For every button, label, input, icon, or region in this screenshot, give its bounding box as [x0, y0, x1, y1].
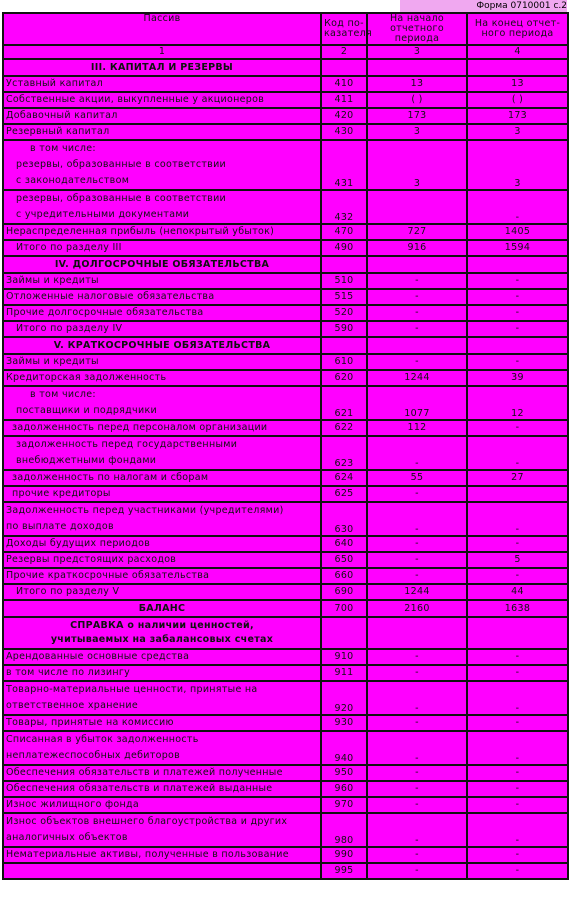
header-row: [3, 13, 568, 45]
row-name: Итого по разделу V: [3, 584, 321, 600]
row-name: Уставный капитал: [3, 76, 321, 92]
row-name: Отложенные налоговые обязательства: [3, 289, 321, 305]
row-end-value: 39: [467, 370, 568, 386]
row-start-value: -: [367, 436, 467, 470]
table-row: [3, 797, 568, 813]
table-row: [3, 190, 568, 224]
row-end-value: -: [467, 665, 568, 681]
table-row: [3, 140, 568, 190]
row-code: 630: [321, 502, 367, 536]
row-end-value: -: [467, 536, 568, 552]
row-name: Товары, принятые на комиссию: [3, 715, 321, 731]
row-name: Прочие долгосрочные обязательства: [3, 305, 321, 321]
row-code: 995: [321, 863, 367, 879]
row-name-line: резервы, образованные в соответствии: [16, 159, 227, 170]
table-row: [3, 486, 568, 502]
row-start-value: -: [367, 354, 467, 370]
row-code: 650: [321, 552, 367, 568]
row-name: [3, 140, 321, 190]
row-name: Резервный капитал: [3, 124, 321, 140]
table-row: [3, 863, 568, 879]
empty-cell: [367, 59, 467, 76]
row-code: 620: [321, 370, 367, 386]
form-caption: Форма 0710001 с.2: [400, 0, 567, 12]
table-row: [3, 289, 568, 305]
row-end-value: 12: [467, 386, 568, 420]
section-header-row: [3, 256, 568, 273]
row-name: [3, 502, 321, 536]
row-name: Износ жилищного фонда: [3, 797, 321, 813]
row-end-value: -: [467, 847, 568, 863]
row-name: Кредиторская задолженность: [3, 370, 321, 386]
table-row: [3, 224, 568, 240]
row-start-value: -: [367, 305, 467, 321]
row-name-line: Товарно-материальные ценности, принятые на: [6, 684, 258, 695]
column-number-3: 3: [367, 45, 467, 59]
row-start-value: 2160: [367, 600, 467, 617]
row-start-value: -: [367, 715, 467, 731]
row-end-value: 27: [467, 470, 568, 486]
row-name-line: задолженность перед государственными: [16, 439, 238, 450]
row-start-value: 1244: [367, 370, 467, 386]
row-name: в том числе по лизингу: [3, 665, 321, 681]
section-header-row: [3, 337, 568, 354]
column-number-row: [3, 45, 568, 59]
row-name-line: поставщики и подрядчики: [16, 405, 157, 416]
row-code: 930: [321, 715, 367, 731]
row-code: 660: [321, 568, 367, 584]
row-name: Нераспределенная прибыль (непокрытый убыток): [3, 224, 321, 240]
section-header-row: [3, 59, 568, 76]
note-title-line: СПРАВКА о наличии ценностей,: [70, 620, 254, 631]
row-end-value: 1638: [467, 600, 568, 617]
row-name: Итого по разделу III: [3, 240, 321, 256]
row-end-value: -: [467, 354, 568, 370]
row-code: 910: [321, 649, 367, 665]
row-name: Займы и кредиты: [3, 273, 321, 289]
row-name: задолженность перед персоналом организации: [3, 420, 321, 436]
row-end-value: 1405: [467, 224, 568, 240]
row-code: 980: [321, 813, 367, 847]
row-name: Резервы предстоящих расходов: [3, 552, 321, 568]
row-end-value: -: [467, 568, 568, 584]
row-name-line: в том числе:: [30, 143, 96, 154]
table-row: [3, 665, 568, 681]
section-title: IV. ДОЛГОСРОЧНЫЕ ОБЯЗАТЕЛЬСТВА: [3, 256, 321, 273]
row-name: Итого по разделу IV: [3, 321, 321, 337]
row-end-value: 13: [467, 76, 568, 92]
row-end-value: -: [467, 797, 568, 813]
row-name-line: Задолженность перед участниками (учредителями): [6, 505, 284, 516]
row-code: 990: [321, 847, 367, 863]
row-start-value: -: [367, 847, 467, 863]
row-name: Добавочный капитал: [3, 108, 321, 124]
row-start-value: -: [367, 552, 467, 568]
row-name-line: резервы, образованные в соответствии: [16, 193, 227, 204]
table-row: [3, 92, 568, 108]
header-col-start: На начало отчетного периода: [367, 13, 467, 45]
row-code: 430: [321, 124, 367, 140]
row-start-value: -: [367, 665, 467, 681]
table-row: [3, 370, 568, 386]
note-title-line: учитываемых на забалансовых счетах: [50, 634, 274, 645]
table-row: [3, 584, 568, 600]
row-code: 640: [321, 536, 367, 552]
empty-cell: [367, 617, 467, 649]
table-row: [3, 240, 568, 256]
table-row: [3, 470, 568, 486]
row-start-value: 13: [367, 76, 467, 92]
table-row: [3, 420, 568, 436]
table-row: [3, 552, 568, 568]
table-row: [3, 273, 568, 289]
row-code: 490: [321, 240, 367, 256]
row-start-value: -: [367, 813, 467, 847]
row-end-value: -: [467, 436, 568, 470]
row-code: 624: [321, 470, 367, 486]
row-name: [3, 863, 321, 879]
row-code: 940: [321, 731, 367, 765]
empty-cell: [321, 256, 367, 273]
row-start-value: ( ): [367, 92, 467, 108]
balance-total-row: [3, 600, 568, 617]
row-code: 420: [321, 108, 367, 124]
empty-cell: [367, 337, 467, 354]
row-name: Обеспечения обязательств и платежей полученные: [3, 765, 321, 781]
row-code: 432: [321, 190, 367, 224]
row-end-value: [467, 486, 568, 502]
row-start-value: 3: [367, 124, 467, 140]
row-name: Доходы будущих периодов: [3, 536, 321, 552]
empty-cell: [467, 59, 568, 76]
row-start-value: -: [367, 731, 467, 765]
row-start-value: -: [367, 273, 467, 289]
row-start-value: -: [367, 797, 467, 813]
row-code: 911: [321, 665, 367, 681]
row-start-value: 173: [367, 108, 467, 124]
row-end-value: -: [467, 305, 568, 321]
row-end-value: -: [467, 273, 568, 289]
row-name-line: Списанная в убыток задолженность: [6, 734, 199, 745]
column-number-2: 2: [321, 45, 367, 59]
note-title: [3, 617, 321, 649]
empty-cell: [321, 337, 367, 354]
row-name-line: в том числе:: [30, 389, 96, 400]
row-start-value: -: [367, 536, 467, 552]
row-name: задолженность по налогам и сборам: [3, 470, 321, 486]
header-col-end: На конец отчет-ного периода: [467, 13, 568, 45]
table-row: [3, 108, 568, 124]
table-row: [3, 765, 568, 781]
row-end-value: -: [467, 813, 568, 847]
row-end-value: -: [467, 289, 568, 305]
row-end-value: 5: [467, 552, 568, 568]
row-start-value: 55: [367, 470, 467, 486]
row-name-line: внебюджетными фондами: [16, 455, 157, 466]
row-end-value: -: [467, 321, 568, 337]
table-row: [3, 536, 568, 552]
row-code: 590: [321, 321, 367, 337]
row-code: 623: [321, 436, 367, 470]
row-name: [3, 386, 321, 420]
row-name: [3, 190, 321, 224]
column-number-1: 1: [3, 45, 321, 59]
row-name: [3, 436, 321, 470]
table-row: [3, 321, 568, 337]
table-row: [3, 354, 568, 370]
row-code: 970: [321, 797, 367, 813]
row-code: 625: [321, 486, 367, 502]
table-row: [3, 813, 568, 847]
row-start-value: 3: [367, 140, 467, 190]
row-name: Арендованные основные средства: [3, 649, 321, 665]
row-name-line: аналогичных объектов: [6, 832, 128, 843]
row-name: Обеспечения обязательств и платежей выданные: [3, 781, 321, 797]
row-start-value: -: [367, 781, 467, 797]
row-name: [3, 681, 321, 715]
table-row: [3, 847, 568, 863]
row-name: Собственные акции, выкупленные у акционеров: [3, 92, 321, 108]
table-row: [3, 502, 568, 536]
row-end-value: 3: [467, 124, 568, 140]
row-start-value: [367, 190, 467, 224]
row-end-value: 44: [467, 584, 568, 600]
row-code: 520: [321, 305, 367, 321]
row-start-value: -: [367, 289, 467, 305]
row-code: 950: [321, 765, 367, 781]
row-name-line: с законодательством: [16, 175, 130, 186]
row-name: Займы и кредиты: [3, 354, 321, 370]
row-end-value: 3: [467, 140, 568, 190]
row-code: 960: [321, 781, 367, 797]
table-row: [3, 568, 568, 584]
row-end-value: -: [467, 731, 568, 765]
empty-cell: [321, 59, 367, 76]
row-name: [3, 731, 321, 765]
table-row: [3, 781, 568, 797]
header-col-code: Код по-казателя: [321, 13, 367, 45]
row-code: 700: [321, 600, 367, 617]
row-name-line: по выплате доходов: [6, 521, 114, 532]
row-end-value: -: [467, 649, 568, 665]
table-row: [3, 76, 568, 92]
row-end-value: -: [467, 715, 568, 731]
table-row: [3, 436, 568, 470]
row-name-line: Износ объектов внешнего благоустройства и других: [6, 816, 288, 827]
row-end-value: -: [467, 863, 568, 879]
empty-cell: [467, 337, 568, 354]
row-start-value: -: [367, 321, 467, 337]
row-name-line: неплатежеспособных дебиторов: [6, 750, 181, 761]
row-start-value: -: [367, 765, 467, 781]
row-start-value: 916: [367, 240, 467, 256]
table-body: [3, 13, 568, 879]
row-end-value: 1594: [467, 240, 568, 256]
row-start-value: -: [367, 568, 467, 584]
section-title: V. КРАТКОСРОЧНЫЕ ОБЯЗАТЕЛЬСТВА: [3, 337, 321, 354]
row-start-value: -: [367, 681, 467, 715]
row-code: 431: [321, 140, 367, 190]
row-code: 622: [321, 420, 367, 436]
row-start-value: -: [367, 502, 467, 536]
column-number-4: 4: [467, 45, 568, 59]
row-code: 610: [321, 354, 367, 370]
table-row: [3, 305, 568, 321]
row-name: Нематериальные активы, полученные в пользование: [3, 847, 321, 863]
table-row: [3, 731, 568, 765]
balance-sheet-liabilities-table: [2, 12, 569, 880]
empty-cell: [467, 617, 568, 649]
row-code: 410: [321, 76, 367, 92]
table-row: [3, 715, 568, 731]
header-col-name: Пассив: [3, 13, 321, 45]
row-start-value: 1077: [367, 386, 467, 420]
row-end-value: 173: [467, 108, 568, 124]
row-start-value: -: [367, 863, 467, 879]
row-end-value: -: [467, 190, 568, 224]
row-code: 920: [321, 681, 367, 715]
row-code: 621: [321, 386, 367, 420]
row-start-value: -: [367, 486, 467, 502]
row-name: Прочие краткосрочные обязательства: [3, 568, 321, 584]
row-end-value: -: [467, 765, 568, 781]
row-end-value: ( ): [467, 92, 568, 108]
note-header-row: [3, 617, 568, 649]
row-end-value: -: [467, 502, 568, 536]
row-name: БАЛАНС: [3, 600, 321, 617]
row-code: 515: [321, 289, 367, 305]
row-start-value: -: [367, 649, 467, 665]
table-row: [3, 386, 568, 420]
empty-cell: [467, 256, 568, 273]
row-end-value: -: [467, 420, 568, 436]
row-name-line: ответственное хранение: [6, 700, 138, 711]
row-end-value: -: [467, 681, 568, 715]
empty-cell: [367, 256, 467, 273]
table-row: [3, 649, 568, 665]
row-start-value: 112: [367, 420, 467, 436]
row-name: [3, 813, 321, 847]
row-start-value: 1244: [367, 584, 467, 600]
row-end-value: -: [467, 781, 568, 797]
table-row: [3, 681, 568, 715]
row-name: прочие кредиторы: [3, 486, 321, 502]
row-code: 411: [321, 92, 367, 108]
empty-cell: [321, 617, 367, 649]
row-start-value: 727: [367, 224, 467, 240]
row-name-line: с учредительными документами: [16, 209, 190, 220]
row-code: 510: [321, 273, 367, 289]
row-code: 470: [321, 224, 367, 240]
section-title: III. КАПИТАЛ И РЕЗЕРВЫ: [3, 59, 321, 76]
row-code: 690: [321, 584, 367, 600]
table-row: [3, 124, 568, 140]
